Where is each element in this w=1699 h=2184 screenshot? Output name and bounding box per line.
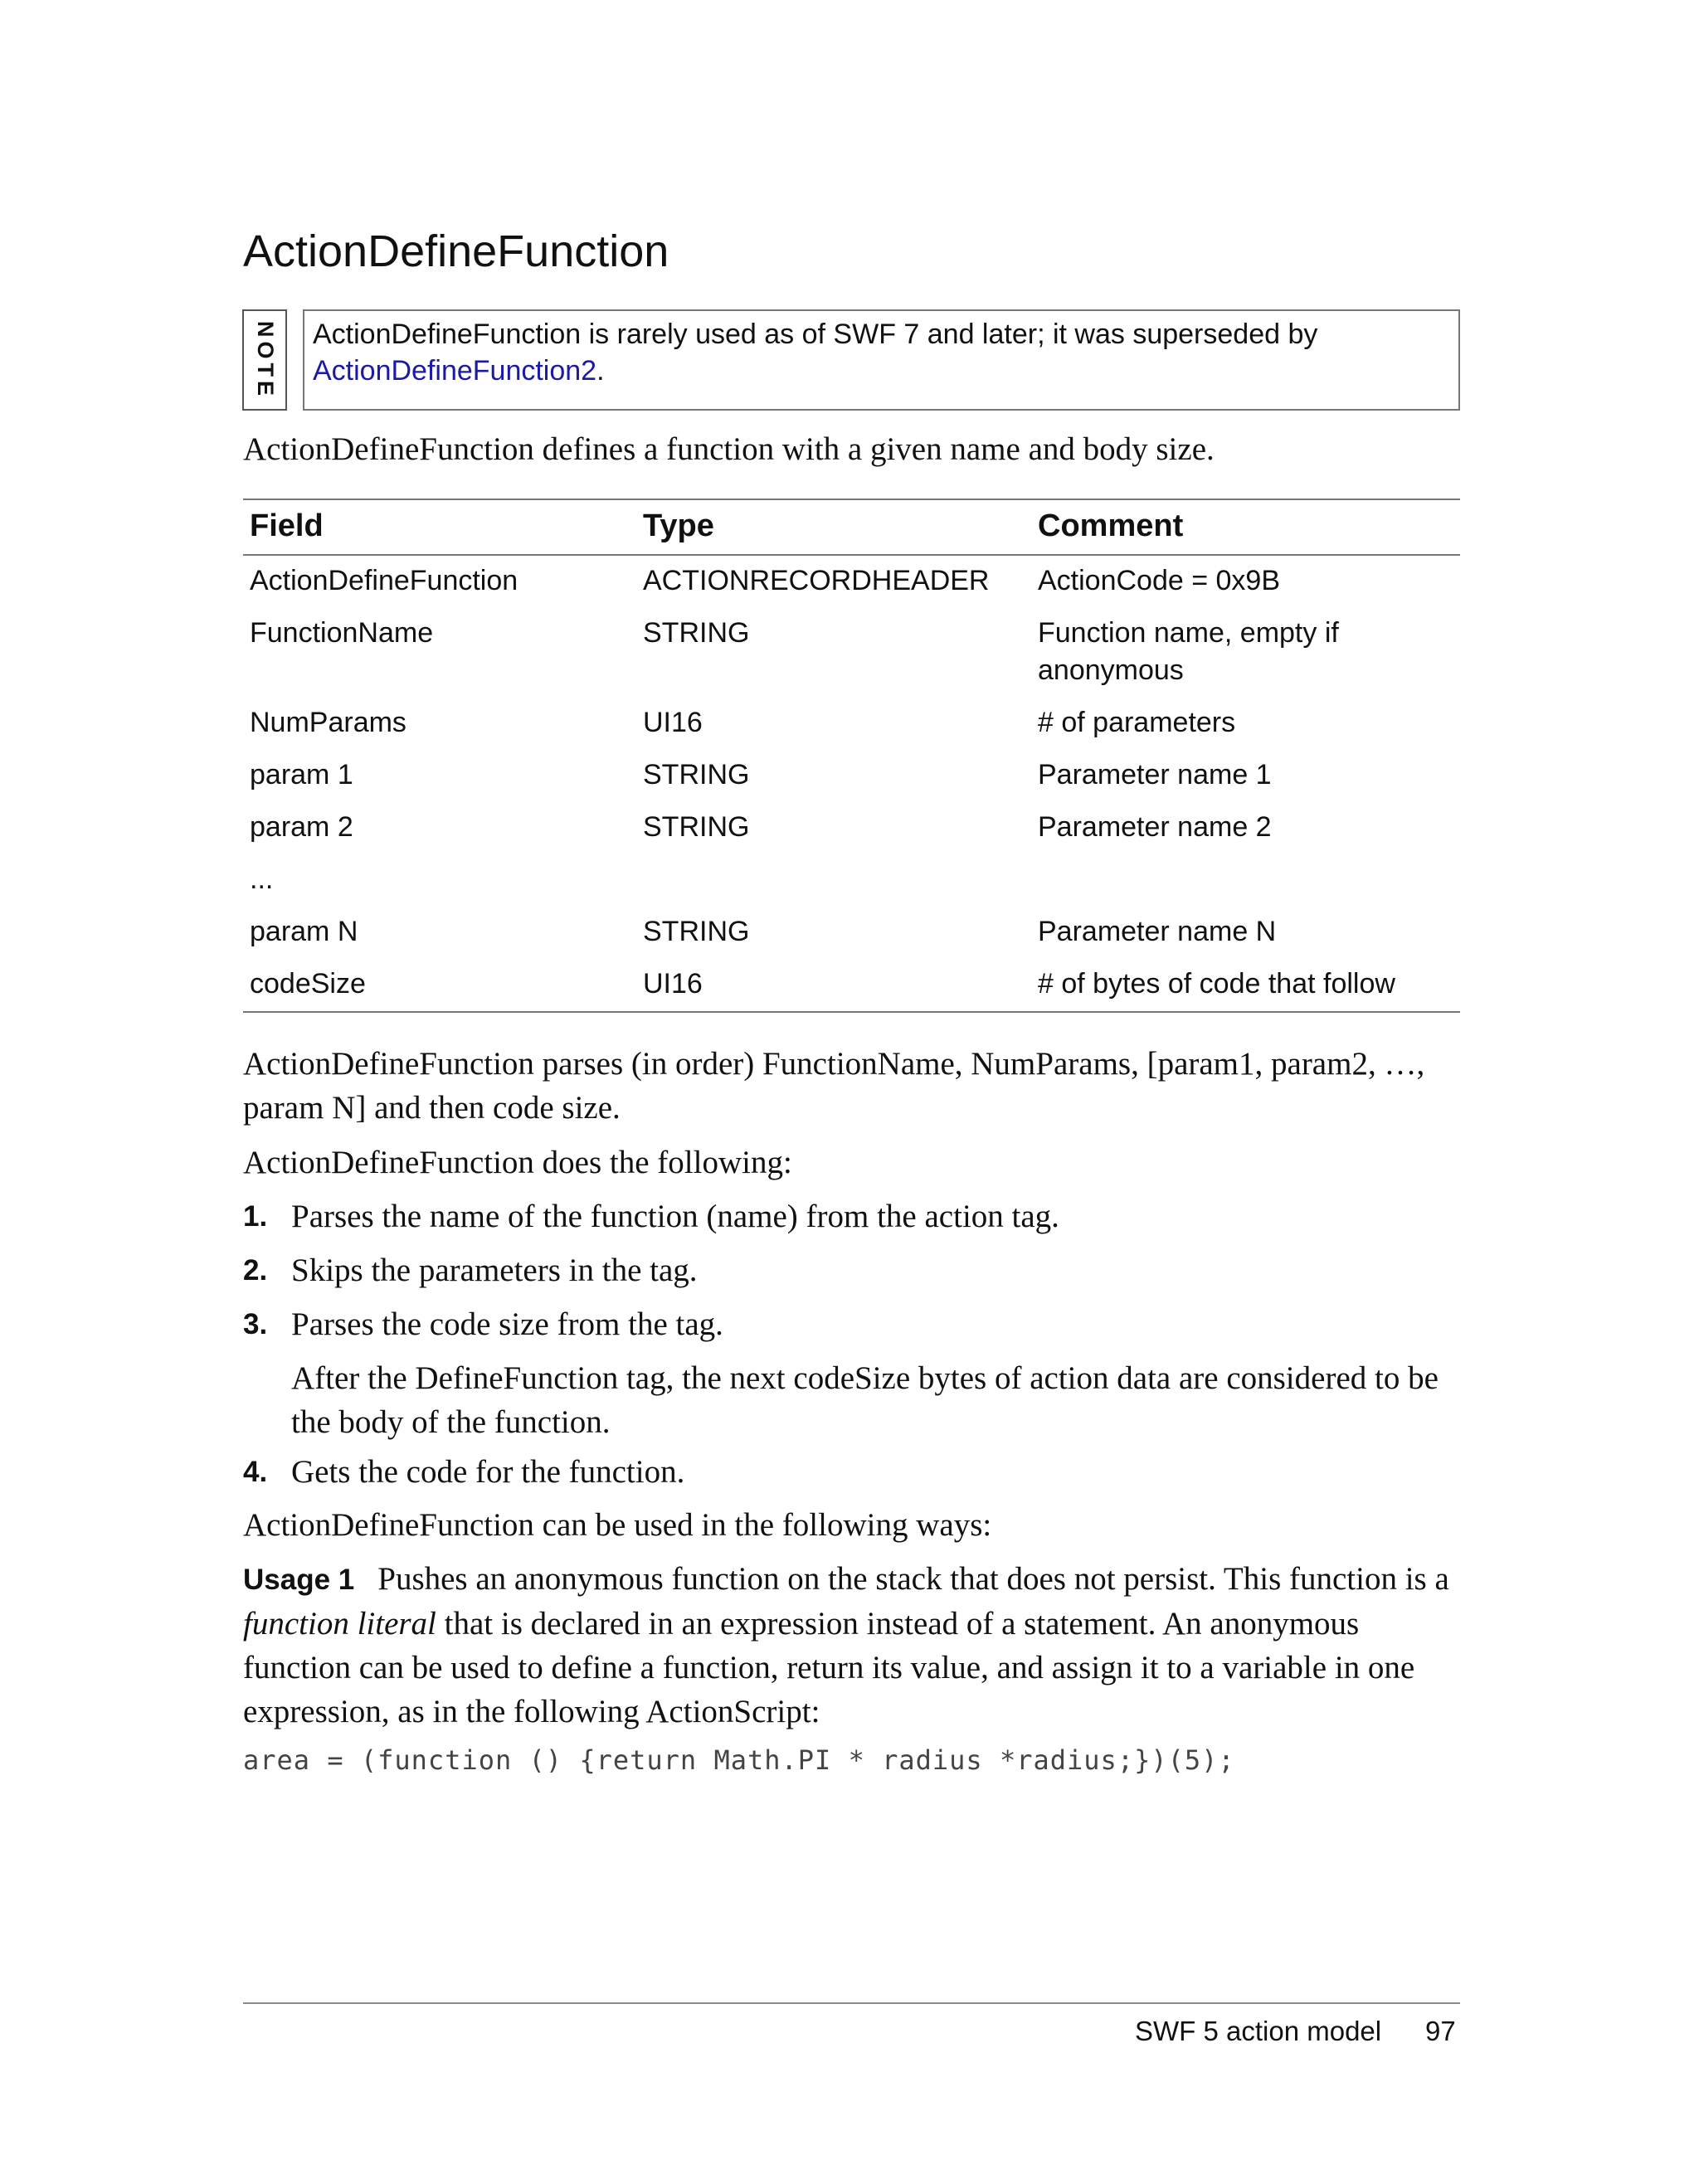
- cell-comment: # of bytes of code that follow: [1031, 959, 1460, 1012]
- table-row: [243, 608, 1460, 698]
- step-number: 1.: [243, 1200, 268, 1233]
- table-row: [243, 802, 1460, 854]
- cell-type: STRING: [643, 759, 750, 790]
- cell-field: param 1: [250, 759, 353, 790]
- cell-comment: Parameter name N: [1038, 916, 1277, 947]
- header-field: Field: [243, 499, 636, 555]
- used-ways-paragraph: ActionDefineFunction can be used in the following ways:: [243, 1507, 992, 1543]
- header-comment: Comment: [1031, 499, 1460, 555]
- step-text: Parses the name of the function (name) from the action tag.: [291, 1199, 1059, 1234]
- does-following-paragraph: ActionDefineFunction does the following:: [243, 1145, 792, 1180]
- cell-type: STRING: [643, 811, 750, 843]
- cell-type: STRING: [643, 916, 750, 947]
- fields-table: [243, 499, 1460, 1013]
- table-row: [243, 750, 1460, 802]
- intro-paragraph: ActionDefineFunction defines a function with a given name and body size.: [243, 431, 1215, 467]
- cell-field: param 2: [250, 811, 353, 843]
- table-header-row: [243, 499, 1460, 555]
- cell-field: param N: [250, 916, 358, 947]
- usage1-label: Usage 1: [243, 1564, 355, 1596]
- cell-comment: # of parameters: [1038, 707, 1236, 738]
- code-example: area = (function () {return Math.PI * radius *radius;})(5);: [243, 1744, 1235, 1776]
- note-tab-label: NOTE: [252, 320, 278, 400]
- step-text: Skips the parameters in the tag.: [291, 1253, 698, 1288]
- step3-detail-text: After the DefineFunction tag, the next codeSize bytes of action data are considered to be the body of the function.: [291, 1360, 1439, 1440]
- note-tab: [242, 309, 287, 411]
- step-number: 2.: [243, 1254, 268, 1287]
- note-box: [303, 309, 1460, 411]
- table-row: [243, 698, 1460, 750]
- table-row: [243, 555, 1460, 608]
- footer-divider: [243, 2002, 1460, 2004]
- cell-type: [636, 854, 1031, 907]
- step-number: 4.: [243, 1456, 268, 1488]
- cell-type: UI16: [643, 707, 703, 738]
- table-row: [243, 854, 1460, 907]
- cell-comment: ActionCode = 0x9B: [1038, 565, 1281, 596]
- cell-comment: Parameter name 1: [1038, 759, 1272, 790]
- step-text: Parses the code size from the tag.: [291, 1306, 723, 1342]
- page-title: ActionDefineFunction: [243, 226, 669, 276]
- cell-comment: Function name, empty if anonymous: [1038, 617, 1339, 686]
- cell-field: ActionDefineFunction: [250, 565, 518, 596]
- header-type: Type: [636, 499, 1031, 555]
- note-link[interactable]: ActionDefineFunction2: [313, 355, 597, 387]
- parse-order-paragraph: ActionDefineFunction parses (in order) FunctionName, NumParams, [param1, param2, …, param N] and then code size.: [243, 1046, 1425, 1126]
- usage1-paragraph: [243, 1557, 1463, 1734]
- table-row: [243, 959, 1460, 1012]
- cell-type: ACTIONRECORDHEADER: [643, 565, 990, 596]
- cell-field: NumParams: [250, 707, 406, 738]
- cell-type: UI16: [636, 959, 1031, 1012]
- cell-field: codeSize: [243, 959, 636, 1012]
- note-trail: .: [596, 355, 605, 387]
- cell-field: FunctionName: [250, 617, 434, 649]
- footer-page-number: 97: [1425, 2016, 1456, 2046]
- footer-section: SWF 5 action model: [1135, 2016, 1382, 2046]
- usage1-text-b: that is declared in an expression instead of a statement. An anonymous function can be used to define a function, return its value, and assign it to a variable in one expression, as in the following ActionScript:: [243, 1606, 1415, 1729]
- note-text: ActionDefineFunction is rarely used as of SWF 7 and later; it was superseded by: [313, 319, 1318, 350]
- usage1-text-a: Pushes an anonymous function on the stack that does not persist. This function is a: [377, 1561, 1449, 1597]
- step-number: 3.: [243, 1308, 268, 1340]
- cell-comment: Parameter name 2: [1038, 811, 1272, 843]
- step-text: Gets the code for the function.: [291, 1454, 685, 1490]
- table-row: [243, 907, 1460, 959]
- cell-type: STRING: [643, 617, 750, 649]
- usage1-italic: function literal: [243, 1606, 436, 1642]
- cell-comment: [1031, 854, 1460, 907]
- cell-field: ...: [250, 863, 274, 895]
